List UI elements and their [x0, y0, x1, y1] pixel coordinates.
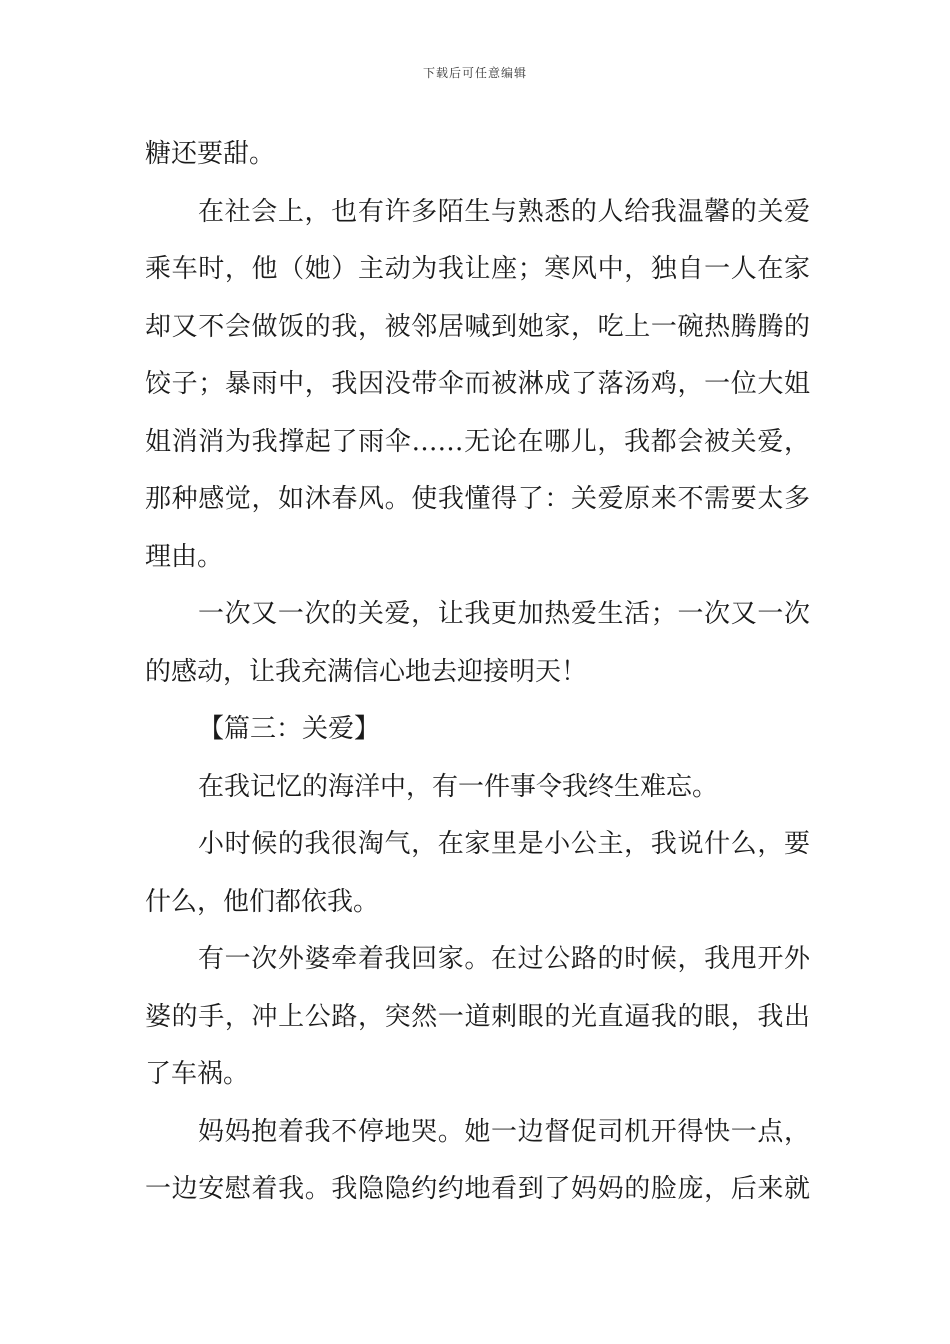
text-line: 小时候的我很淘气，在家里是小公主，我说什么，要	[198, 829, 810, 859]
text-line: 乘车时，他（她）主动为我让座；寒风中，独自一人在家	[145, 254, 810, 284]
text-line: 有一次外婆牵着我回家。在过公路的时候，我甩开外	[198, 944, 810, 974]
text-line: 妈妈抱着我不停地哭。她一边督促司机开得快一点，	[198, 1116, 810, 1147]
text-line: 了车祸。	[145, 1059, 250, 1089]
page-header: 下载后可任意编辑	[422, 66, 527, 80]
text-line: 理由。	[145, 541, 224, 572]
text-line: 一次又一次的关爱，让我更加热爱生活；一次又一次	[198, 599, 810, 629]
text-line: 却又不会做饭的我，被邻居喊到她家，吃上一碗热腾腾的	[145, 311, 810, 342]
text-line: 在我记忆的海洋中，有一件事令我终生难忘。	[198, 771, 719, 802]
text-line: 什么，他们都依我。	[145, 886, 380, 917]
text-line: 糖还要甜。	[145, 139, 276, 169]
text-line: 的感动，让我充满信心地去迎接明天！	[145, 656, 588, 687]
section-heading: 【篇三：关爱】	[198, 714, 381, 744]
text-line: 在社会上，也有许多陌生与熟悉的人给我温馨的关爱	[198, 196, 810, 227]
text-line: 婆的手，冲上公路，突然一道刺眼的光直逼我的眼，我出	[145, 1001, 810, 1032]
document-body	[145, 126, 810, 1219]
text-line: 一边安慰着我。我隐隐约约地看到了妈妈的脸庞，后来就	[145, 1174, 810, 1204]
text-line: 姐消消为我撑起了雨伞……无论在哪儿，我都会被关爱，	[145, 426, 810, 457]
text-line: 饺子；暴雨中，我因没带伞而被淋成了落汤鸡，一位大姐	[145, 369, 810, 399]
text-line: 那种感觉，如沐春风。使我懂得了：关爱原来不需要太多	[145, 484, 810, 514]
